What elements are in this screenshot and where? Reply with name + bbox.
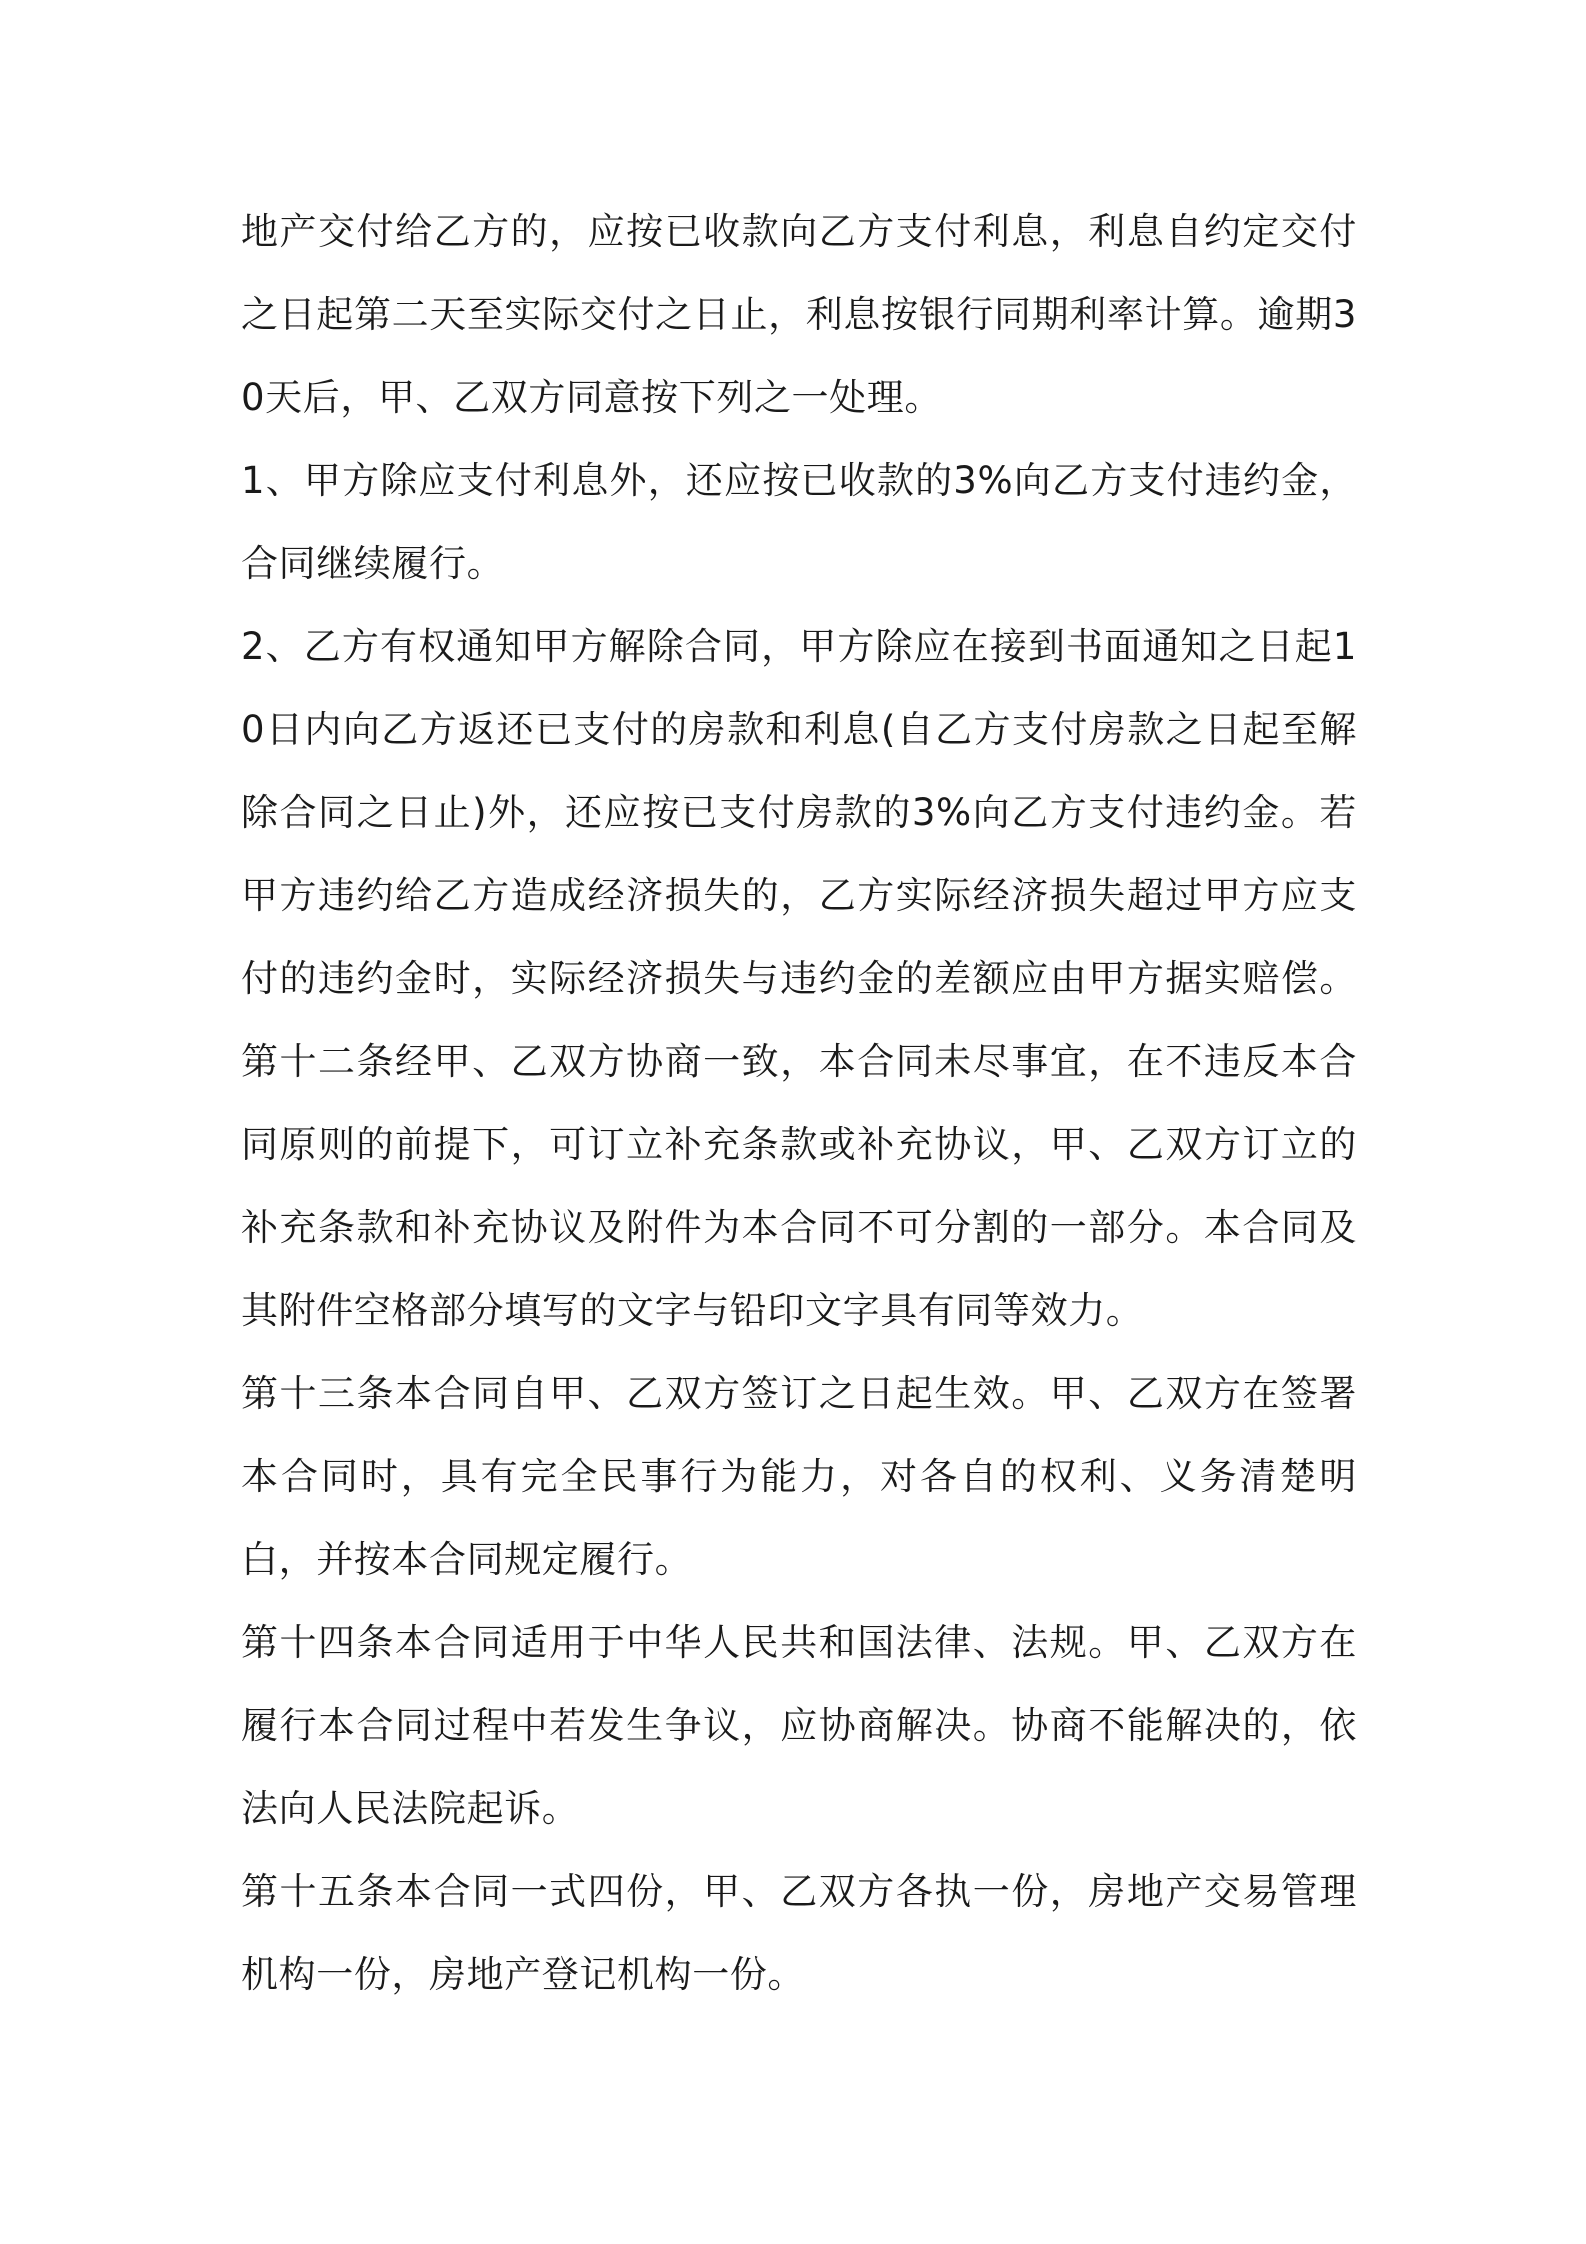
paragraph-article-15: 第十五条本合同一式四份，甲、乙双方各执一份，房地产交易管理机构一份，房地产登记机构一份。 [241,1870,1357,1996]
paragraph-option-1: 1、甲方除应支付利息外，还应按已收款的3%向乙方支付违约金，合同继续履行。 [241,459,1357,585]
paragraph-interest-clause: 地产交付给乙方的，应按已收款向乙方支付利息，利息自约定交付之日起第二天至实际交付之日止，利息按银行同期利率计算。逾期30天后，甲、乙双方同意按下列之一处理。 [241,210,1357,419]
paragraph-option-2: 2、乙方有权通知甲方解除合同，甲方除应在接到书面通知之日起10日内向乙方返还已支付的房款和利息(自乙方支付房款之日起至解除合同之日止)外，还应按已支付房款的3%向乙方支付违约金。若甲方违约给乙方造成经济损失的，乙方实际经济损失超过甲方应支付的违约金时，实际经济损失与违约金的差额应由甲方据实赔偿。第十二条经甲、乙双方协商一致，本合同未尽事宜，在不违反本合同原则的前提下，可订立补充条款或补充协议，甲、乙双方订立的补充条款和补充协议及附件为本合同不可分割的一部分。本合同及其附件空格部分填写的文字与铅印文字具有同等效力。 [241,625,1357,1332]
document-body [241,190,1357,2016]
paragraph-article-14: 第十四条本合同适用于中华人民共和国法律、法规。甲、乙双方在履行本合同过程中若发生争议，应协商解决。协商不能解决的，依法向人民法院起诉。 [241,1621,1357,1830]
paragraph-article-13: 第十三条本合同自甲、乙双方签订之日起生效。甲、乙双方在签署本合同时，具有完全民事行为能力，对各自的权利、义务清楚明白，并按本合同规定履行。 [241,1372,1357,1581]
